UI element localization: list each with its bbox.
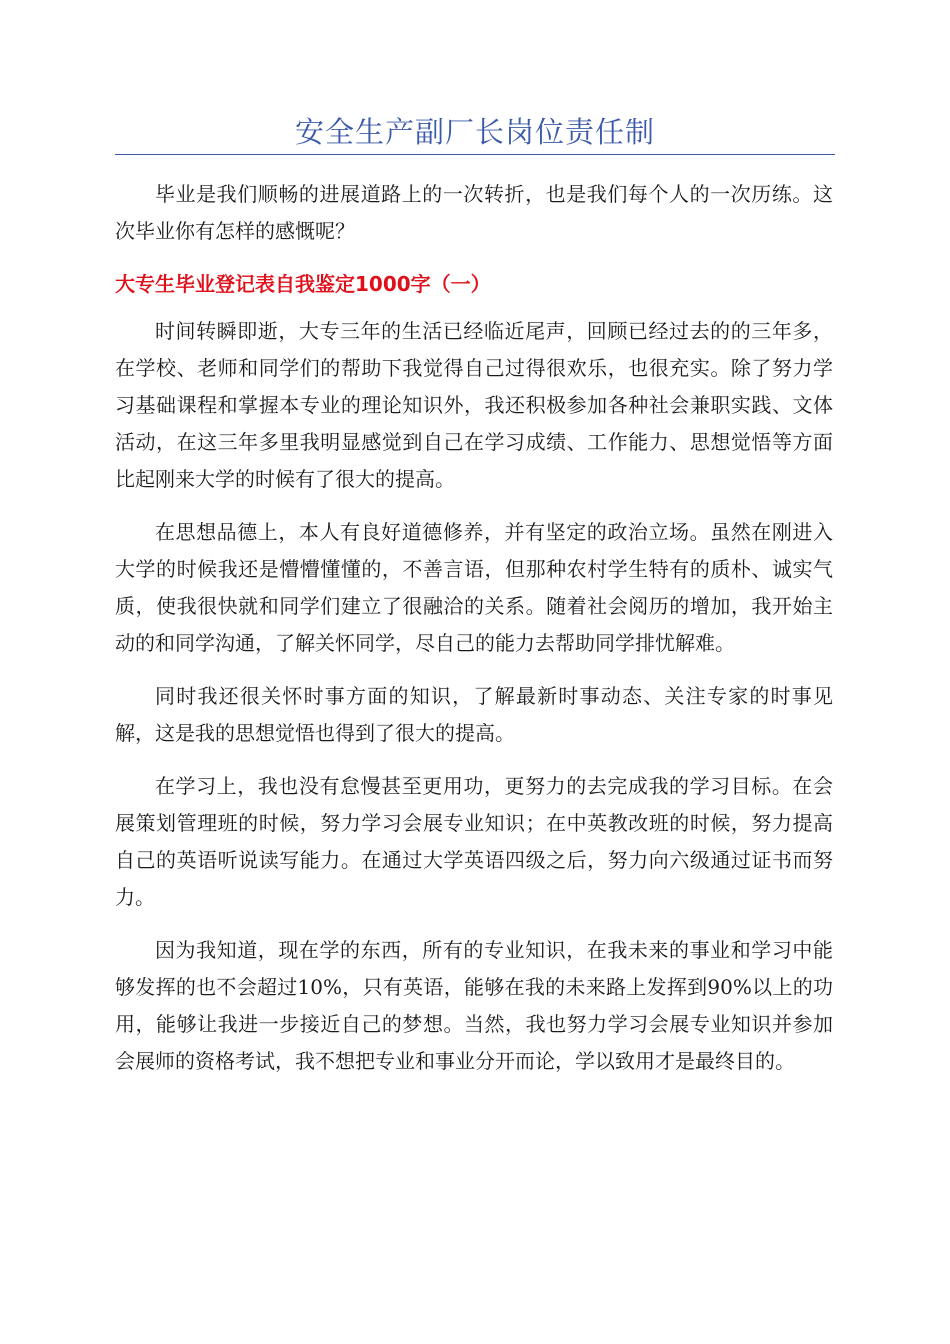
section-heading: 大专生毕业登记表自我鉴定1000字（一） bbox=[115, 272, 491, 296]
body-paragraph: 在思想品德上，本人有良好道德修养，并有坚定的政治立场。虽然在刚进入大学的时候我还是懵懵懂懂的，不善言语，但那种农村学生特有的质朴、诚实气质，使我很快就和同学们建立了很融洽的关系。随着社会阅历的增加，我开始主动的和同学沟通，了解关怀同学，尽自己的能力去帮助同学排忧解难。 bbox=[115, 520, 833, 655]
document-body bbox=[115, 176, 833, 1096]
body-paragraph: 同时我还很关怀时事方面的知识，了解最新时事动态、关注专家的时事见解，这是我的思想觉悟也得到了很大的提高。 bbox=[115, 684, 833, 745]
body-paragraph: 在学习上，我也没有怠慢甚至更用功，更努力的去完成我的学习目标。在会展策划管理班的时候，努力学习会展专业知识；在中英教改班的时候，努力提高自己的英语听说读写能力。在通过大学英语四级之后，努力向六级通过证书而努力。 bbox=[115, 774, 833, 909]
intro-paragraph: 毕业是我们顺畅的进展道路上的一次转折，也是我们每个人的一次历练。这次毕业你有怎样的感慨呢？ bbox=[115, 182, 833, 243]
title-underline bbox=[115, 154, 835, 155]
page-title: 安全生产副厂长岗位责任制 bbox=[294, 115, 655, 149]
body-paragraph: 因为我知道，现在学的东西，所有的专业知识，在我未来的事业和学习中能够发挥的也不会超过10%，只有英语，能够在我的未来路上发挥到90%以上的功用，能够让我进一步接近自己的梦想。当然，我也努力学习会展专业知识并参加会展师的资格考试，我不想把专业和事业分开而论，学以致用才是最终目的。 bbox=[115, 938, 833, 1073]
body-paragraph: 时间转瞬即逝，大专三年的生活已经临近尾声，回顾已经过去的的三年多，在学校、老师和同学们的帮助下我觉得自己过得很欢乐，也很充实。除了努力学习基础课程和掌握本专业的理论知识外，我还积极参加各种社会兼职实践、文体活动，在这三年多里我明显感觉到自己在学习成绩、工作能力、思想觉悟等方面比起刚来大学的时候有了很大的提高。 bbox=[115, 319, 833, 491]
